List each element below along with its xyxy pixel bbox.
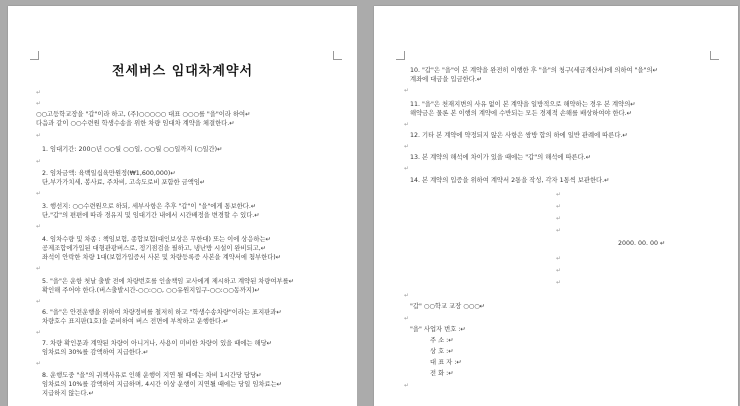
party-b-field: 대 표 자 :↵ [430, 359, 462, 366]
paragraph-mark: ↵ [36, 223, 42, 230]
paragraph-mark: ↵ [404, 382, 410, 389]
party-b-title: "을" 사업자 번호 :↵ [410, 326, 466, 333]
document-title: 전세버스 임대차계약서 [111, 64, 254, 79]
contract-line: 7. 차량 확인문과 계약된 차량이 아니거나, 사용이 미비한 차량이 있을 때에는 해당↵ [42, 340, 272, 347]
party-b-field: 전 화 :↵ [430, 370, 454, 377]
margin-corner-mark [710, 51, 719, 60]
contract-date: 2000. 00. 00 ↵ [618, 240, 666, 247]
party-a-signature: "갑" ○○학교 교장 ○○○↵ [410, 303, 485, 310]
paragraph-mark: ↵ [556, 279, 562, 286]
contract-line: 다음과 같이 ○○수련원 학생수송을 위한 차량 임대차 계약을 체결한다.↵ [36, 120, 235, 127]
page-gap [357, 0, 374, 406]
contract-line: 해약금은 물론 본 이행의 계약에 수반되는 모든 경제적 손해를 배상하여야 한다.↵ [410, 110, 632, 117]
paragraph-mark: ↵ [404, 292, 410, 299]
paragraph-mark: ↵ [404, 315, 410, 322]
contract-line: 14. 본 계약의 입증을 위하여 계약서 2통을 작성, 각자 1통씩 보관한다.↵ [410, 177, 610, 184]
paragraph-mark: ↵ [36, 298, 42, 305]
paragraph-mark: ↵ [556, 191, 562, 198]
contract-line: 좌석이 안락한 차량 1대(보험가입증서 사본 및 차량등록증 사본을 계약서에 첨부한다)↵ [42, 254, 282, 261]
contract-line: 2. 임차금액: 육백일십육만원정(₩1,600,000)↵ [42, 170, 176, 177]
margin-corner-mark [396, 51, 405, 60]
paragraph-mark: ↵ [36, 100, 42, 107]
paragraph-mark: ↵ [556, 215, 562, 222]
contract-line: 8. 운행도중 "을"의 귀책사유로 인해 운행이 지연 될 때에는 차비 1시간당 담당↵ [42, 372, 262, 379]
contract-line: ○○고등학교장을 "갑"이라 하고, (주)○○○○○ 대표 ○○○를 "을"이라 하여↵ [36, 111, 251, 118]
paragraph-mark: ↵ [36, 132, 42, 139]
paragraph-mark: ↵ [36, 265, 42, 272]
contract-line: 단,부가가치세, 봉사료, 주차비, 고속도로비 포함한 금액임↵ [42, 179, 206, 186]
paragraph-mark: ↵ [404, 87, 410, 94]
contract-line: 임차료의 30%를 감액하여 지급한다.↵ [42, 349, 149, 356]
paragraph-mark: ↵ [36, 158, 42, 165]
paragraph-mark: ↵ [36, 190, 42, 197]
paragraph-mark: ↵ [36, 89, 42, 96]
contract-line: 13. 본 계약의 해석에 차이가 있을 때에는 "갑"의 해석에 따른다.↵ [410, 154, 592, 161]
paragraph-mark: ↵ [556, 255, 562, 262]
paragraph-mark: ↵ [404, 165, 410, 172]
paragraph-mark: ↵ [36, 329, 42, 336]
paragraph-mark: ↵ [556, 267, 562, 274]
contract-line: 6. "을"은 안전운행을 위하여 차량정비를 철저히 하고 "학생수송차량"이라는 표지판과↵ [42, 309, 282, 316]
contract-line: 4. 임차수량 및 차종 : 책임보험, 종합보험(대인보상은 무한대) 또는 이에 상응하는↵ [42, 236, 271, 243]
contract-line: 11. "을"은 천재지변의 사유 없이 본 계약을 일방적으로 해약하는 경우 본 계약의↵ [410, 101, 636, 108]
contract-line: 10. "갑"은 "을"이 본 계약을 완전히 이행한 후 "을"의 청구(세금계산서)에 의하여 "을"의↵ [410, 67, 658, 74]
contract-line: 차량호수 표지판(1호)을 준비하여 버스 전면에 부착하고 운행한다.↵ [42, 318, 229, 325]
party-b-field: 주 소 :↵ [430, 337, 454, 344]
paragraph-mark: ↵ [556, 203, 562, 210]
margin-corner-mark [333, 51, 342, 60]
contract-line: 12. 기타 본 계약에 약정되지 않은 사항은 쌍방 합의 하에 일반 관례에 따른다.↵ [410, 132, 628, 139]
paragraph-mark: ↵ [36, 360, 42, 367]
document-page-left [8, 6, 357, 406]
document-page-right [374, 6, 738, 406]
margin-corner-mark [30, 51, 39, 60]
contract-line: 확인해 주어야 한다.(버스출발시간-○○:○○, ○○유원지입구-○○:○○동까지)↵ [42, 287, 260, 294]
contract-line: 지급하지 않는다.↵ [42, 390, 94, 397]
contract-line: 공제조합에가입된 대형관광버스로, 정기점검을 필하고, 냉난방 시설이 완비되고,↵ [42, 245, 267, 252]
paragraph-mark: ↵ [556, 227, 562, 234]
contract-line: 단,"갑"의 편편에 따라 경유지 및 임대기간 내에서 시간배정을 변경할 수 있다.↵ [42, 212, 260, 219]
party-b-field: 상 호 :↵ [430, 348, 454, 355]
contract-line: 5. "을"은 운항 첫날 출발 전에 차량번호를 인솔책임 교사에게 제시하고 계약된 차량여부를↵ [42, 278, 294, 285]
contract-line: 계좌에 대금을 입금한다.↵ [410, 76, 483, 83]
contract-line: 3. 행선지: ○○수련원으로 하되, 세부사항은 추후 "갑"이 "을"에게 통보한다.↵ [42, 203, 257, 210]
paragraph-mark: ↵ [404, 143, 410, 150]
contract-line: 1. 임대기간: 200○년 ○○월 ○○일, ○○월 ○○일까지 (○일간)↵ [42, 146, 223, 153]
paragraph-mark: ↵ [404, 121, 410, 128]
contract-line: 임차료의 10%를 감액하여 지급하며, 4시간 이상 운행이 지연될 때에는 당일 임차료는↵ [42, 381, 282, 388]
